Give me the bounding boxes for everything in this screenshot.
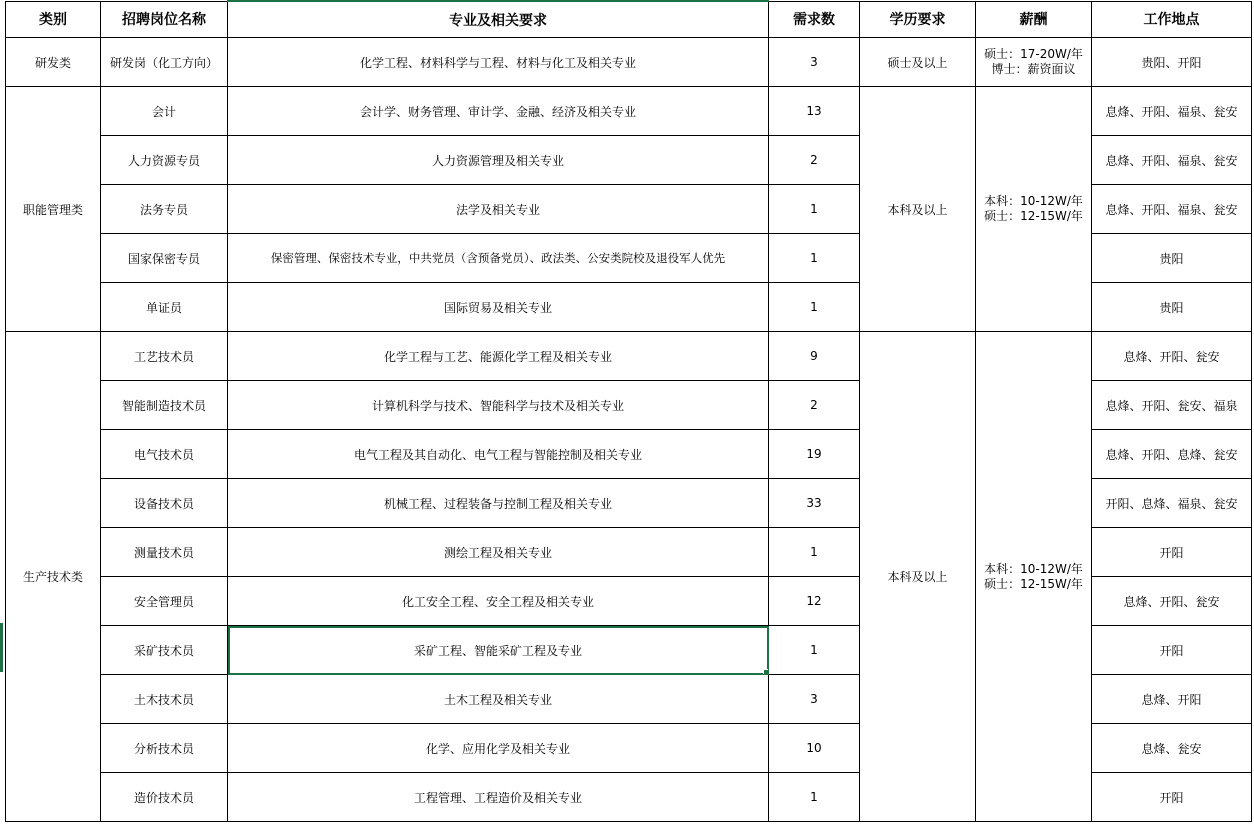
position-cell[interactable]: 法务专员 [101, 185, 228, 234]
location-cell[interactable]: 开阳 [1092, 773, 1252, 822]
major-cell[interactable]: 机械工程、过程装备与控制工程及相关专业 [228, 479, 769, 528]
count-cell[interactable]: 3 [769, 675, 860, 724]
category-cell[interactable]: 研发类 [6, 38, 101, 87]
position-cell[interactable]: 采矿技术员 [101, 626, 228, 675]
header-salary[interactable]: 薪酬 [976, 1, 1092, 38]
major-cell[interactable]: 测绘工程及相关专业 [228, 528, 769, 577]
major-cell[interactable]: 国际贸易及相关专业 [228, 283, 769, 332]
header-major[interactable]: 专业及相关要求 [228, 1, 769, 38]
education-cell[interactable]: 本科及以上 [860, 87, 976, 332]
location-cell[interactable]: 息烽、开阳、福泉、瓮安 [1092, 185, 1252, 234]
position-cell[interactable]: 研发岗（化工方向） [101, 38, 228, 87]
position-cell[interactable]: 安全管理员 [101, 577, 228, 626]
major-text: 采矿工程、智能采矿工程及专业 [413, 643, 582, 658]
major-cell[interactable]: 会计学、财务管理、审计学、金融、经济及相关专业 [228, 87, 769, 136]
major-cell[interactable]: 工程管理、工程造价及相关专业 [228, 773, 769, 822]
location-cell[interactable]: 息烽、开阳、息烽、瓮安 [1092, 430, 1252, 479]
table-row [6, 87, 1252, 136]
header-location[interactable]: 工作地点 [1092, 1, 1252, 38]
position-cell[interactable]: 国家保密专员 [101, 234, 228, 283]
location-cell[interactable]: 息烽、开阳、瓮安 [1092, 332, 1252, 381]
category-cell[interactable]: 职能管理类 [6, 87, 101, 332]
count-cell[interactable]: 33 [769, 479, 860, 528]
salary-line: 硕士：12-15W/年 [984, 576, 1083, 591]
recruitment-table [5, 0, 1252, 822]
position-cell[interactable]: 设备技术员 [101, 479, 228, 528]
major-cell[interactable]: 法学及相关专业 [228, 185, 769, 234]
major-cell[interactable]: 保密管理、保密技术专业，中共党员（含预备党员）、政法类、公安类院校及退役军人优先 [228, 234, 769, 283]
active-row-marker [0, 623, 3, 672]
location-cell[interactable]: 开阳 [1092, 528, 1252, 577]
count-cell[interactable]: 9 [769, 332, 860, 381]
count-cell[interactable]: 2 [769, 381, 860, 430]
salary-line: 本科：10-12W/年 [984, 561, 1083, 576]
table-row [6, 38, 1252, 87]
position-cell[interactable]: 单证员 [101, 283, 228, 332]
count-cell[interactable]: 10 [769, 724, 860, 773]
salary-line: 博士：薪资面议 [991, 62, 1076, 76]
education-cell[interactable]: 硕士及以上 [860, 38, 976, 87]
major-cell[interactable]: 土木工程及相关专业 [228, 675, 769, 724]
salary-line: 硕士：17-20W/年 [984, 47, 1083, 61]
count-cell[interactable]: 1 [769, 626, 860, 675]
category-cell[interactable]: 生产技术类 [6, 332, 101, 822]
header-education[interactable]: 学历要求 [860, 1, 976, 38]
salary-cell[interactable] [976, 38, 1092, 87]
count-cell[interactable]: 1 [769, 773, 860, 822]
header-category[interactable]: 类别 [6, 1, 101, 38]
major-cell[interactable]: 化学工程与工艺、能源化学工程及相关专业 [228, 332, 769, 381]
header-position[interactable]: 招聘岗位名称 [101, 1, 228, 38]
count-cell[interactable]: 2 [769, 136, 860, 185]
salary-cell[interactable] [976, 87, 1092, 332]
education-cell[interactable]: 本科及以上 [860, 332, 976, 822]
position-cell[interactable]: 电气技术员 [101, 430, 228, 479]
major-cell[interactable]: 计算机科学与技术、智能科学与技术及相关专业 [228, 381, 769, 430]
fill-handle[interactable] [763, 669, 769, 675]
location-cell[interactable]: 贵阳 [1092, 234, 1252, 283]
location-cell[interactable]: 息烽、开阳 [1092, 675, 1252, 724]
position-cell[interactable]: 分析技术员 [101, 724, 228, 773]
position-cell[interactable]: 造价技术员 [101, 773, 228, 822]
major-cell[interactable]: 人力资源管理及相关专业 [228, 136, 769, 185]
count-cell[interactable]: 12 [769, 577, 860, 626]
count-cell[interactable]: 3 [769, 38, 860, 87]
salary-cell[interactable] [976, 332, 1092, 822]
position-cell[interactable]: 智能制造技术员 [101, 381, 228, 430]
count-cell[interactable]: 1 [769, 185, 860, 234]
header-count[interactable]: 需求数 [769, 1, 860, 38]
header-row [6, 1, 1252, 38]
major-cell-selected[interactable] [228, 626, 769, 675]
major-cell[interactable]: 化工安全工程、安全工程及相关专业 [228, 577, 769, 626]
position-cell[interactable]: 会计 [101, 87, 228, 136]
count-cell[interactable]: 1 [769, 234, 860, 283]
location-cell[interactable]: 开阳、息烽、福泉、瓮安 [1092, 479, 1252, 528]
location-cell[interactable]: 息烽、开阳、瓮安、福泉 [1092, 381, 1252, 430]
location-cell[interactable]: 息烽、瓮安 [1092, 724, 1252, 773]
salary-line: 硕士：12-15W/年 [984, 209, 1083, 223]
major-cell[interactable]: 化学工程、材料科学与工程、材料与化工及相关专业 [228, 38, 769, 87]
count-cell[interactable]: 13 [769, 87, 860, 136]
major-cell[interactable]: 电气工程及其自动化、电气工程与智能控制及相关专业 [228, 430, 769, 479]
location-cell[interactable]: 息烽、开阳、瓮安 [1092, 577, 1252, 626]
count-cell[interactable]: 1 [769, 283, 860, 332]
major-cell[interactable]: 化学、应用化学及相关专业 [228, 724, 769, 773]
location-cell[interactable]: 息烽、开阳、福泉、瓮安 [1092, 136, 1252, 185]
location-cell[interactable]: 开阳 [1092, 626, 1252, 675]
table-row [6, 332, 1252, 381]
position-cell[interactable]: 人力资源专员 [101, 136, 228, 185]
count-cell[interactable]: 19 [769, 430, 860, 479]
location-cell[interactable]: 贵阳 [1092, 283, 1252, 332]
location-cell[interactable]: 贵阳、开阳 [1092, 38, 1252, 87]
count-cell[interactable]: 1 [769, 528, 860, 577]
position-cell[interactable]: 土木技术员 [101, 675, 228, 724]
location-cell[interactable]: 息烽、开阳、福泉、瓮安 [1092, 87, 1252, 136]
position-cell[interactable]: 工艺技术员 [101, 332, 228, 381]
salary-line: 本科：10-12W/年 [984, 194, 1083, 208]
position-cell[interactable]: 测量技术员 [101, 528, 228, 577]
